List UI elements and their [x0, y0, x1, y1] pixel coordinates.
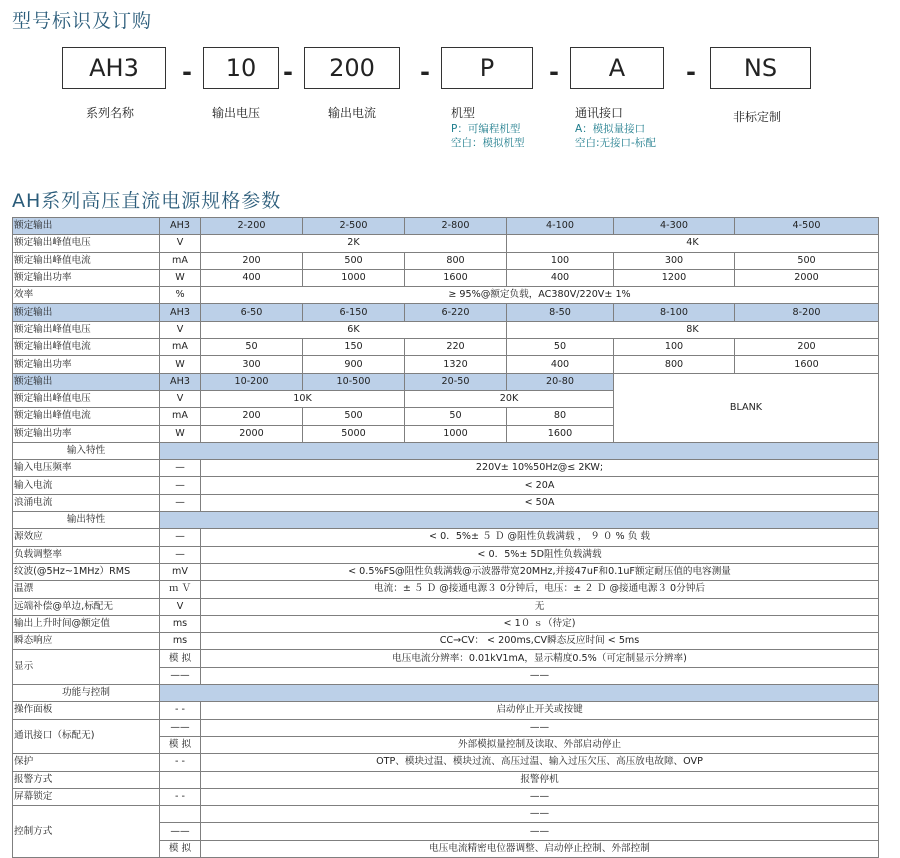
table-row — [13, 806, 879, 823]
row-unit: ms — [160, 633, 201, 650]
value-cell: 400 — [507, 356, 614, 373]
value-cell: 400 — [201, 269, 303, 286]
value-cell: 5000 — [303, 425, 405, 442]
table-row — [13, 460, 879, 477]
value-cell: 启动停止开关或按键 — [201, 702, 879, 719]
order-title: 型号标识及订购 — [12, 10, 153, 32]
section-input: 输入特性 — [13, 442, 160, 459]
row-name: 额定输出功率 — [13, 269, 160, 286]
value-cell: 900 — [303, 356, 405, 373]
model-cell: 20-80 — [507, 373, 614, 390]
value-cell: < 20A — [201, 477, 879, 494]
model-box-current: 200 — [304, 47, 400, 89]
value-cell: ≥ 95%@额定负载，AC380V/220V± 1% — [201, 287, 879, 304]
value-cell: 1600 — [507, 425, 614, 442]
table-row — [13, 650, 879, 667]
row-unit: —— — [160, 719, 201, 736]
row-unit: W — [160, 269, 201, 286]
row-name: 额定输出功率 — [13, 425, 160, 442]
model-cell: 8-200 — [735, 304, 879, 321]
table-row — [13, 598, 879, 615]
value-cell: 50 — [507, 339, 614, 356]
row-name: 操作面板 — [13, 702, 160, 719]
row-unit: 模 拟 — [160, 736, 201, 753]
row-unit: V — [160, 321, 201, 338]
value-cell: 80 — [507, 408, 614, 425]
value-cell: OTP、模块过温、模块过流、高压过温、输入过压欠压、高压放电故障、OVP — [201, 754, 879, 771]
row-unit: 模 拟 — [160, 650, 201, 667]
label-series: 系列名称 — [86, 106, 135, 120]
table-row — [13, 477, 879, 494]
value-cell: —— — [201, 806, 879, 823]
row-name: 温漂 — [13, 581, 160, 598]
value-cell: —— — [201, 667, 879, 684]
row-unit: V — [160, 598, 201, 615]
table-row — [13, 719, 879, 736]
value-cell: 150 — [303, 339, 405, 356]
row-unit: AH3 — [160, 373, 201, 390]
value-cell: 50 — [201, 339, 303, 356]
row-unit: —— — [160, 823, 201, 840]
section-row — [13, 512, 879, 529]
row-name: 额定输出 — [13, 304, 160, 321]
table-row — [13, 269, 879, 286]
value-cell: —— — [201, 788, 879, 805]
table-row — [13, 304, 879, 321]
row-unit: — — [160, 460, 201, 477]
row-name: 输入电压频率 — [13, 460, 160, 477]
row-unit — [160, 771, 201, 788]
value-cell: 200 — [201, 408, 303, 425]
model-cell: 10-500 — [303, 373, 405, 390]
table-row — [13, 529, 879, 546]
row-name: 输出上升时间@额定值 — [13, 615, 160, 632]
row-unit: % — [160, 287, 201, 304]
row-name: 额定输出峰值电流 — [13, 252, 160, 269]
comm-note-blank: 空白:无接口-标配 — [575, 137, 656, 149]
row-name: 远端补偿@单边,标配无 — [13, 598, 160, 615]
value-cell: < 0.5%FS@阻性负载满载@示波器带宽20MHz,并接47uF和0.1uF额定耐压值的电容测量 — [201, 563, 879, 580]
model-dash: - — [686, 58, 696, 86]
value-cell: 200 — [201, 252, 303, 269]
value-cell: 500 — [735, 252, 879, 269]
model-cell: 6-220 — [405, 304, 507, 321]
row-unit — [160, 806, 201, 823]
row-unit: AH3 — [160, 218, 201, 235]
model-cell: 2-200 — [201, 218, 303, 235]
model-cell: 10-200 — [201, 373, 303, 390]
row-name: 额定输出峰值电压 — [13, 321, 160, 338]
row-name: 额定输出峰值电压 — [13, 390, 160, 407]
table-row — [13, 633, 879, 650]
row-unit: - - — [160, 702, 201, 719]
model-dash: - — [420, 58, 430, 86]
comm-note-a: A：模拟量接口 — [575, 123, 646, 135]
label-current: 输出电流 — [328, 106, 377, 120]
spec-title: AH系列高压直流电源规格参数 — [12, 190, 282, 212]
model-cell: 4-500 — [735, 218, 879, 235]
table-row — [13, 252, 879, 269]
row-unit: — — [160, 494, 201, 511]
row-unit: mV — [160, 563, 201, 580]
table-row — [13, 494, 879, 511]
value-cell: 外部模拟量控制及读取、外部启动停止 — [201, 736, 879, 753]
table-row — [13, 339, 879, 356]
section-fill — [160, 685, 879, 702]
value-cell: 100 — [507, 252, 614, 269]
table-row — [13, 546, 879, 563]
value-cell: 电流：± ５ Ｄ @接通电源３ 0分钟后，电压：± ２ Ｄ @接通电源３ 0分钟后 — [201, 581, 879, 598]
row-unit: W — [160, 425, 201, 442]
row-unit: V — [160, 390, 201, 407]
section-output: 输出特性 — [13, 512, 160, 529]
value-cell: 报警停机 — [201, 771, 879, 788]
section-fill — [160, 442, 879, 459]
value-cell: < 50A — [201, 494, 879, 511]
row-name: 额定输出 — [13, 218, 160, 235]
section-function: 功能与控制 — [13, 685, 160, 702]
value-cell: 1320 — [405, 356, 507, 373]
row-name: 额定输出峰值电流 — [13, 339, 160, 356]
row-name: 控制方式 — [13, 806, 160, 858]
value-cell: 500 — [303, 252, 405, 269]
table-row — [13, 788, 879, 805]
value-cell: —— — [201, 823, 879, 840]
machine-note-p: P：可编程机型 — [451, 123, 521, 135]
table-row — [13, 702, 879, 719]
value-cell: 800 — [405, 252, 507, 269]
row-name: 额定输出峰值电压 — [13, 235, 160, 252]
row-name: 显示 — [13, 650, 160, 685]
value-cell: 10K — [201, 390, 405, 407]
value-cell: 1200 — [614, 269, 735, 286]
table-row — [13, 373, 879, 390]
value-cell: 1600 — [735, 356, 879, 373]
model-dash: - — [283, 58, 293, 86]
value-cell: 200 — [735, 339, 879, 356]
value-cell: 50 — [405, 408, 507, 425]
row-unit: - - — [160, 754, 201, 771]
table-row — [13, 615, 879, 632]
value-cell: 220V± 10%50Hz@≤ 2KW; — [201, 460, 879, 477]
row-unit: — — [160, 529, 201, 546]
section-row — [13, 685, 879, 702]
row-name: 负载调整率 — [13, 546, 160, 563]
row-name: 额定输出峰值电流 — [13, 408, 160, 425]
row-name: 屏幕锁定 — [13, 788, 160, 805]
row-unit: 模 拟 — [160, 840, 201, 857]
row-unit: mA — [160, 339, 201, 356]
row-unit: — — [160, 477, 201, 494]
spec-table — [12, 217, 879, 858]
table-row — [13, 563, 879, 580]
value-cell: 2000 — [201, 425, 303, 442]
row-name: 额定输出功率 — [13, 356, 160, 373]
model-dash: - — [549, 58, 559, 86]
value-cell: 1000 — [405, 425, 507, 442]
value-cell: 4K — [507, 235, 879, 252]
row-name: 输入电流 — [13, 477, 160, 494]
model-cell: 2-800 — [405, 218, 507, 235]
value-cell: 8K — [507, 321, 879, 338]
value-cell: 电压电流精密电位器调整、启动停止控制、外部控制 — [201, 840, 879, 857]
label-comm: 通讯接口 — [575, 106, 624, 120]
blank-cell: BLANK — [614, 373, 879, 442]
row-name: 源效应 — [13, 529, 160, 546]
row-unit: — — [160, 546, 201, 563]
section-fill — [160, 512, 879, 529]
row-name: 瞬态响应 — [13, 633, 160, 650]
value-cell: 300 — [614, 252, 735, 269]
row-unit: AH3 — [160, 304, 201, 321]
label-custom: 非标定制 — [733, 110, 782, 124]
row-unit: V — [160, 235, 201, 252]
row-unit: mA — [160, 408, 201, 425]
row-unit: ｍ Ｖ — [160, 581, 201, 598]
section-row — [13, 442, 879, 459]
value-cell: 400 — [507, 269, 614, 286]
table-row — [13, 356, 879, 373]
model-cell: 2-500 — [303, 218, 405, 235]
model-cell: 4-300 — [614, 218, 735, 235]
row-unit: - - — [160, 788, 201, 805]
model-box-machine: P — [441, 47, 533, 89]
value-cell: —— — [201, 719, 879, 736]
model-box-series: AH3 — [62, 47, 166, 89]
value-cell: 300 — [201, 356, 303, 373]
model-cell: 6-50 — [201, 304, 303, 321]
value-cell: 6K — [201, 321, 507, 338]
row-unit: W — [160, 356, 201, 373]
row-unit: —— — [160, 667, 201, 684]
table-row — [13, 235, 879, 252]
model-box-custom: NS — [710, 47, 811, 89]
value-cell: 2000 — [735, 269, 879, 286]
row-name: 纹波(@5Hz~1MHz）RMS — [13, 563, 160, 580]
value-cell: 220 — [405, 339, 507, 356]
model-box-comm: A — [570, 47, 664, 89]
model-cell: 4-100 — [507, 218, 614, 235]
model-cell: 8-100 — [614, 304, 735, 321]
row-name: 额定输出 — [13, 373, 160, 390]
table-row — [13, 754, 879, 771]
value-cell: 800 — [614, 356, 735, 373]
model-box-voltage: 10 — [203, 47, 279, 89]
value-cell: CC→CV： < 200ms,CV瞬态反应时间 < 5ms — [201, 633, 879, 650]
table-row — [13, 287, 879, 304]
model-cell: 20-50 — [405, 373, 507, 390]
value-cell: 500 — [303, 408, 405, 425]
table-row — [13, 321, 879, 338]
model-cell: 8-50 — [507, 304, 614, 321]
value-cell: 20K — [405, 390, 614, 407]
value-cell: < 0．5%± 5D阻性负载满载 — [201, 546, 879, 563]
value-cell: 2K — [201, 235, 507, 252]
label-voltage: 输出电压 — [212, 106, 261, 120]
row-unit: ms — [160, 615, 201, 632]
value-cell: 电压电流分辨率：0.01kV1mA，显示精度0.5%（可定制显示分辨率) — [201, 650, 879, 667]
value-cell: 1600 — [405, 269, 507, 286]
row-name: 保护 — [13, 754, 160, 771]
row-unit: mA — [160, 252, 201, 269]
value-cell: 1000 — [303, 269, 405, 286]
value-cell: 100 — [614, 339, 735, 356]
value-cell: < 1０ ｓ（待定) — [201, 615, 879, 632]
model-cell: 6-150 — [303, 304, 405, 321]
table-row — [13, 581, 879, 598]
value-cell: 无 — [201, 598, 879, 615]
row-name: 通讯接口（标配无) — [13, 719, 160, 754]
row-name: 报警方式 — [13, 771, 160, 788]
row-name: 效率 — [13, 287, 160, 304]
row-name: 浪涌电流 — [13, 494, 160, 511]
model-dash: - — [182, 58, 192, 86]
table-row — [13, 771, 879, 788]
label-machine: 机型 — [451, 106, 476, 120]
table-row — [13, 218, 879, 235]
machine-note-blank: 空白：模拟机型 — [451, 137, 525, 149]
value-cell: < 0．5%± ５ Ｄ @阻性负载满载 ， ９ ０ % 负 载 — [201, 529, 879, 546]
